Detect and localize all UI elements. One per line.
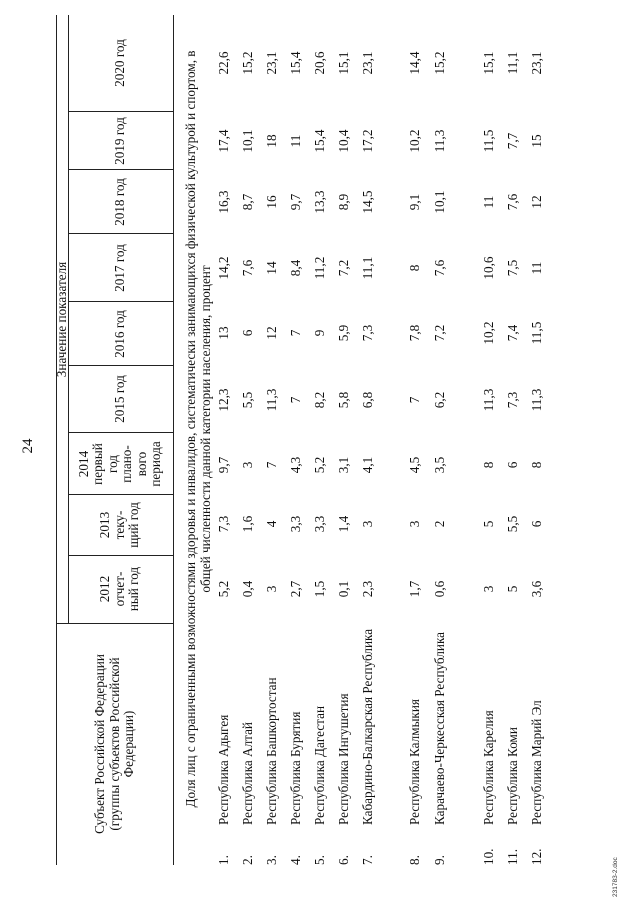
row-number: 6. — [336, 855, 351, 865]
value-cell: 5,2 — [216, 580, 231, 598]
col-border-2013 — [68, 555, 173, 556]
value-cell: 7,6 — [432, 259, 447, 277]
value-cell: 8,7 — [240, 193, 255, 211]
value-cell: 12 — [264, 326, 279, 340]
value-cell: 5,8 — [336, 391, 351, 409]
value-cell: 3 — [407, 520, 422, 528]
value-cell: 10,1 — [432, 190, 447, 214]
subject-name: Республика Калмыкия — [407, 699, 422, 825]
value-cell: 11,3 — [264, 388, 279, 412]
value-cell: 11,3 — [481, 388, 496, 412]
value-cell: 10,1 — [240, 129, 255, 153]
value-cell: 3,5 — [432, 456, 447, 474]
value-cell: 8,4 — [288, 259, 303, 277]
value-cell: 3 — [240, 461, 255, 469]
value-cell: 0,6 — [432, 580, 447, 598]
value-cell: 10,2 — [407, 129, 422, 153]
value-cell: 11,5 — [481, 129, 496, 153]
col-border-2020 — [68, 111, 173, 112]
subject-col-border — [56, 623, 173, 624]
value-cell: 7,3 — [216, 515, 231, 533]
row-number: 5. — [312, 855, 327, 865]
value-cell: 2,7 — [288, 580, 303, 598]
subject-name: Республика Ингушетия — [336, 693, 351, 825]
value-cell: 15,2 — [240, 51, 255, 75]
value-cell: 15,1 — [336, 51, 351, 75]
value-cell: 10,4 — [336, 129, 351, 153]
value-cell: 3 — [360, 520, 375, 528]
value-cell: 8,9 — [336, 193, 351, 211]
value-cell: 5,5 — [505, 515, 520, 533]
col-border-2014 — [68, 494, 173, 495]
value-cell: 3,1 — [336, 456, 351, 474]
value-cell: 4 — [264, 520, 279, 528]
value-cell: 23,1 — [264, 51, 279, 75]
value-cell: 7,7 — [505, 132, 520, 150]
col-border-2017 — [68, 301, 173, 302]
value-cell: 2 — [432, 520, 447, 528]
value-cell: 10,6 — [481, 256, 496, 280]
col-border-2018 — [68, 233, 173, 234]
row-number: 7. — [360, 855, 375, 865]
value-cell: 9,1 — [407, 193, 422, 211]
subject-header: Субъект Российской Федерации (группы субъектов Российской Федерации) — [92, 654, 137, 834]
value-cell: 7 — [288, 329, 303, 337]
subject-name: Республика Марий Эл — [529, 700, 544, 825]
value-cell: 22,6 — [216, 51, 231, 75]
value-cell: 5,2 — [312, 456, 327, 474]
header-bottom-border — [173, 15, 174, 865]
row-number: 2. — [240, 855, 255, 865]
col-border-2019 — [68, 169, 173, 170]
value-cell: 16 — [264, 195, 279, 209]
value-cell: 20,6 — [312, 51, 327, 75]
section-title: Доля лиц с ограниченными возможностями здоровья и инвалидов, систематически занимающихся физической культурой и спортом, в общей численности данной категории населения, процент — [183, 50, 213, 808]
value-cell: 15,4 — [312, 129, 327, 153]
value-cell: 11,3 — [529, 388, 544, 412]
row-number: 11. — [505, 849, 520, 865]
value-cell: 13 — [216, 326, 231, 340]
subject-name: Республика Адыгея — [216, 714, 231, 825]
col-border-2015 — [68, 432, 173, 433]
value-cell: 9,7 — [216, 456, 231, 474]
value-cell: 6 — [529, 520, 544, 528]
value-cell: 23,1 — [529, 51, 544, 75]
value-cell: 5 — [505, 585, 520, 593]
value-cell: 14,4 — [407, 51, 422, 75]
value-cell: 8 — [529, 461, 544, 469]
value-cell: 11 — [481, 195, 496, 209]
value-cell: 0,4 — [240, 580, 255, 598]
value-cell: 7,2 — [336, 259, 351, 277]
value-cell: 3,3 — [312, 515, 327, 533]
value-cell: 10,2 — [481, 321, 496, 345]
value-cell: 15,2 — [432, 51, 447, 75]
value-cell: 16,3 — [216, 190, 231, 214]
year-header-2012: 2012 отчет-ный год — [97, 566, 142, 612]
value-cell: 8 — [481, 461, 496, 469]
value-cell: 9 — [312, 329, 327, 337]
row-number: 3. — [264, 855, 279, 865]
value-cell: 14,2 — [216, 256, 231, 280]
value-cell: 3,3 — [288, 515, 303, 533]
value-cell: 3 — [264, 585, 279, 593]
row-number: 12. — [529, 848, 544, 865]
value-cell: 5,9 — [336, 324, 351, 342]
row-number: 4. — [288, 855, 303, 865]
value-cell: 18 — [264, 134, 279, 148]
year-header-2019: 2019 год — [111, 117, 127, 165]
subject-name: Кабардино-Балкарская Республика — [360, 628, 375, 825]
value-cell: 9,7 — [288, 193, 303, 211]
value-cell: 8,2 — [312, 391, 327, 409]
year-header-2016: 2016 год — [111, 310, 127, 358]
value-cell: 1,7 — [407, 580, 422, 598]
indicator-value-header: Значение показателя — [53, 261, 69, 378]
year-header-2017: 2017 год — [111, 244, 127, 292]
subject-name: Республика Коми — [505, 727, 520, 825]
value-cell: 15,4 — [288, 51, 303, 75]
value-cell: 13,3 — [312, 190, 327, 214]
year-header-2013: 2013 теку-щий год — [97, 502, 142, 548]
value-cell: 2,3 — [360, 580, 375, 598]
year-header-2015: 2015 год — [111, 375, 127, 423]
value-cell: 15,1 — [481, 51, 496, 75]
value-cell: 3 — [481, 585, 496, 593]
value-cell: 7,2 — [432, 324, 447, 342]
value-cell: 17,4 — [216, 129, 231, 153]
year-header-2018: 2018 год — [111, 178, 127, 226]
value-cell: 6,8 — [360, 391, 375, 409]
subject-name: Республика Дагестан — [312, 705, 327, 825]
subject-name: Республика Карелия — [481, 710, 496, 825]
value-cell: 6,2 — [432, 391, 447, 409]
year-header-2020: 2020 год — [111, 39, 127, 87]
subject-name: Карачаево-Черкесская Республика — [432, 631, 447, 825]
value-cell: 14 — [264, 261, 279, 275]
row-number: 8. — [407, 855, 422, 865]
value-cell: 7,3 — [360, 324, 375, 342]
value-cell: 12,3 — [216, 388, 231, 412]
value-cell: 1,5 — [312, 580, 327, 598]
value-cell: 7,5 — [505, 259, 520, 277]
value-cell: 11,1 — [360, 256, 375, 280]
value-cell: 11,1 — [505, 51, 520, 75]
value-cell: 12 — [529, 195, 544, 209]
value-cell: 8 — [407, 264, 422, 272]
value-cell: 7 — [288, 396, 303, 404]
subject-name: Республика Бурятия — [288, 711, 303, 825]
value-cell: 7 — [407, 396, 422, 404]
value-cell: 11 — [288, 134, 303, 148]
value-cell: 11 — [529, 261, 544, 275]
row-number: 10. — [481, 848, 496, 865]
value-cell: 4,3 — [288, 456, 303, 474]
row-number: 1. — [216, 855, 231, 865]
value-cell: 7,8 — [407, 324, 422, 342]
subject-name: Республика Башкортостан — [264, 677, 279, 825]
value-cell: 11,3 — [432, 129, 447, 153]
value-cell: 1,4 — [336, 515, 351, 533]
value-cell: 11,2 — [312, 256, 327, 280]
value-cell: 1,6 — [240, 515, 255, 533]
subject-name: Республика Алтай — [240, 722, 255, 825]
col-border-2016 — [68, 365, 173, 366]
value-cell: 5,5 — [240, 391, 255, 409]
value-cell: 7,4 — [505, 324, 520, 342]
value-cell: 6 — [505, 461, 520, 469]
value-cell: 7,6 — [240, 259, 255, 277]
document-id: 231783-2.doc — [612, 857, 619, 897]
value-cell: 0,1 — [336, 580, 351, 598]
value-cell: 5 — [481, 520, 496, 528]
value-cell: 15 — [529, 134, 544, 148]
value-cell: 4,1 — [360, 456, 375, 474]
row-number: 9. — [432, 855, 447, 865]
value-cell: 11,5 — [529, 321, 544, 345]
value-cell: 6 — [240, 329, 255, 337]
value-cell: 14,5 — [360, 190, 375, 214]
year-header-2014: 2014 первый год плано-вого периода — [75, 441, 163, 487]
value-cell: 7,3 — [505, 391, 520, 409]
value-cell: 7,6 — [505, 193, 520, 211]
value-cell: 17,2 — [360, 129, 375, 153]
value-cell: 4,5 — [407, 456, 422, 474]
page-number: 24 — [20, 438, 36, 454]
value-cell: 3,6 — [529, 580, 544, 598]
value-cell: 23,1 — [360, 51, 375, 75]
value-cell: 7 — [264, 461, 279, 469]
